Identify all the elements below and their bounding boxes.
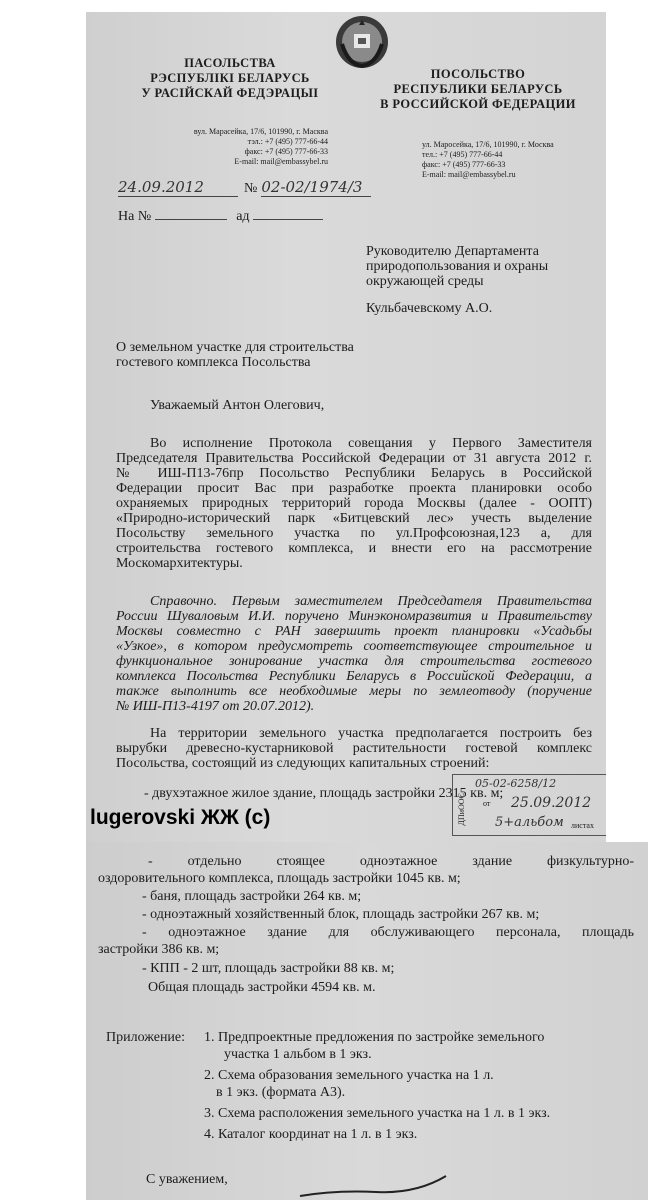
paragraph-3-line: На территории земельного участка предполагается построить без (150, 726, 592, 741)
paragraph-1-line: строительства гостевого комплекса, и внести его на рассмотрение (116, 541, 592, 556)
header-right-phone: тел.: +7 (495) 777-66-44 (422, 150, 503, 159)
subject (116, 340, 354, 370)
paragraph-1-line: «Природно-исторический парк «Битцевский лес» учесть выделение (116, 511, 592, 526)
stamp-sheets: 5+альбом (495, 815, 564, 830)
total-area: Общая площадь застройки 4594 кв. м. (148, 980, 376, 995)
header-left-email: E-mail: mail@embassybel.ru (234, 157, 328, 166)
attachment-item: 1. Предпроектные предложения по застройке земельного (204, 1030, 545, 1045)
header-left (130, 56, 330, 101)
reference-line (118, 209, 323, 224)
list-item: - одноэтажное здание для обслуживающего персонала, площадь (142, 925, 634, 940)
paragraph-2-line: Москвы совместно с РАН завершить проект планировки «Усадьбы (116, 624, 592, 639)
paragraph-2-line: «Узкое», в котором предусмотреть соответствующее строительное и (116, 639, 592, 654)
salutation: Уважаемый Антон Олегович, (150, 398, 325, 413)
list-item: застройки 386 кв. м; (98, 942, 220, 957)
header-left-fax: факс: +7 (495) 777-66-33 (244, 147, 328, 156)
header-left-phone: тэл.: +7 (495) 777-66-44 (247, 137, 328, 146)
closing-text: С уважением, (146, 1172, 228, 1187)
attachment-item: в 1 экз. (формата А3). (216, 1085, 346, 1100)
header-right-address: ул. Маросейка, 17/6, 101990, г. Москва (422, 140, 554, 149)
attachment-item: 2. Схема образования земельного участка на 1 л. (204, 1068, 494, 1083)
list-item-residential: - двухэтажное жилое здание, площадь застройки 2315 кв. м; (144, 786, 504, 801)
attachments-list (204, 1030, 550, 1142)
list-item: - баня, площадь застройки 264 кв. м; (142, 889, 362, 904)
paragraph-3-line: вырубки древесно-кустарниковой растительности гостевой комплекс (116, 741, 592, 756)
header-right-fax: факс: +7 (495) 777-66-33 (422, 160, 506, 169)
list-item: - одноэтажный хозяйственный блок, площадь застройки 267 кв. м; (142, 907, 540, 922)
attachment-item: 3. Схема расположения земельного участка на 1 л. в 1 экз. (204, 1106, 551, 1121)
paragraph-1-line: № ИШ-П13-76пр Посольство Республики Беларусь в Российской (116, 466, 592, 481)
subject-line2: гостевого комплекса Посольства (116, 355, 311, 370)
header-left-line2: РЭСПУБЛІКІ БЕЛАРУСЬ (150, 71, 310, 85)
coat-of-arms-emblem (334, 14, 390, 70)
list-item: - КПП - 2 шт, площадь застройки 88 кв. м; (142, 961, 395, 976)
attachment-item: 4. Каталог координат на 1 л. в 1 экз. (204, 1127, 418, 1142)
header-right-line3: В РОССИЙСКОЙ ФЕДЕРАЦИИ (380, 97, 576, 111)
paragraph-1-line: Во исполнение Протокола совещания у Первого Заместителя (150, 436, 592, 451)
list-item: - отдельно стоящее одноэтажное здание физкультурно- (148, 854, 634, 869)
header-right-line2: РЕСПУБЛИКИ БЕЛАРУСЬ (393, 82, 563, 96)
outgoing-date: 24.09.2012 (118, 178, 238, 197)
paragraph-2-line: России Шуваловым И.И. поручено Минэкономразвития и Правительству (116, 609, 592, 624)
header-right-contacts (422, 140, 554, 180)
outgoing-line (118, 178, 371, 197)
paragraph-2-line: № ИШ-П13-4197 от 20.07.2012). (116, 699, 315, 714)
outgoing-number: 02-02/1974/3 (261, 178, 371, 197)
reference-from-label: ад (236, 209, 250, 224)
header-right-line1: ПОСОЛЬСТВО (430, 67, 526, 81)
registration-stamp (452, 774, 606, 836)
addressee-line1: Руководителю Департамента (366, 244, 539, 259)
letter-page-1 (86, 12, 606, 844)
addressee-name: Кульбачевскому А.О. (366, 301, 493, 316)
paragraph-1 (116, 436, 592, 571)
header-left-contacts (182, 127, 328, 167)
paragraph-3-line: Посольства, состоящий из следующих капитальных строений: (116, 756, 490, 771)
addressee (366, 244, 548, 289)
watermark-text: lugerovski ЖЖ (с) (90, 806, 271, 829)
paragraph-1-line: Посольству земельного участка по ул.Профсоюзная,123 а, для (116, 526, 592, 541)
paragraph-1-line: охраняемых природных территорий города Москвы (далее - ООПТ) (116, 496, 592, 511)
reference-label: На № (118, 209, 152, 224)
paragraph-2 (116, 594, 592, 714)
list-item: оздоровительного комплекса, площадь застройки 1045 кв. м; (98, 871, 461, 886)
header-left-line3: У РАСІЙСКАЙ ФЕДЭРАЦЫІ (141, 86, 319, 100)
stamp-sheets-label: листах (571, 821, 594, 830)
stamp-department: ДПиООС (457, 793, 466, 826)
paragraph-1-line: Федерации просит Вас при разработке проекта планировки особо (116, 481, 592, 496)
reference-date-blank (253, 219, 323, 220)
paragraph-2-line: комплекса Посольства Республики Беларусь в Российской Федерации, а (116, 669, 592, 684)
buildings-list (98, 854, 634, 995)
attachment-item: участка 1 альбом в 1 экз. (224, 1047, 372, 1062)
paragraph-2-line: Справочно. Первым заместителем Председателя Правительства (150, 594, 592, 609)
paragraph-1-line: Председателя Правительства Российской Федерации от 31 августа 2012 г. (116, 451, 592, 466)
paragraph-1-line: Москомархитектуры. (116, 556, 243, 571)
stamp-date: 25.09.2012 (511, 795, 592, 811)
header-left-line1: ПАСОЛЬСТВА (184, 56, 276, 70)
subject-line1: О земельном участке для строительства (116, 340, 354, 355)
addressee-line3: окружающей среды (366, 274, 484, 289)
reference-blank (155, 219, 227, 220)
stamp-from-label: от (483, 799, 491, 808)
paragraph-2-line: также выполнить все необходимые меры по землеотводу (поручение (116, 684, 592, 699)
paragraph-3 (116, 726, 592, 771)
header-right (378, 67, 578, 112)
signature-mark (296, 1172, 456, 1200)
header-left-address: вул. Марасейка, 17/6, 101990, г. Масква (193, 127, 328, 136)
header-right-email: E-mail: mail@embassybel.ru (422, 170, 516, 179)
letter-page-2 (86, 842, 648, 1200)
addressee-line2: природопользования и охраны (366, 259, 549, 274)
paragraph-2-line: функциональное зонирование участка для строительства гостевого (116, 654, 592, 669)
attachments-label: Приложение: (106, 1030, 186, 1045)
stamp-number: 05-02-6258/12 (475, 777, 557, 790)
outgoing-number-sign: № (244, 181, 258, 196)
